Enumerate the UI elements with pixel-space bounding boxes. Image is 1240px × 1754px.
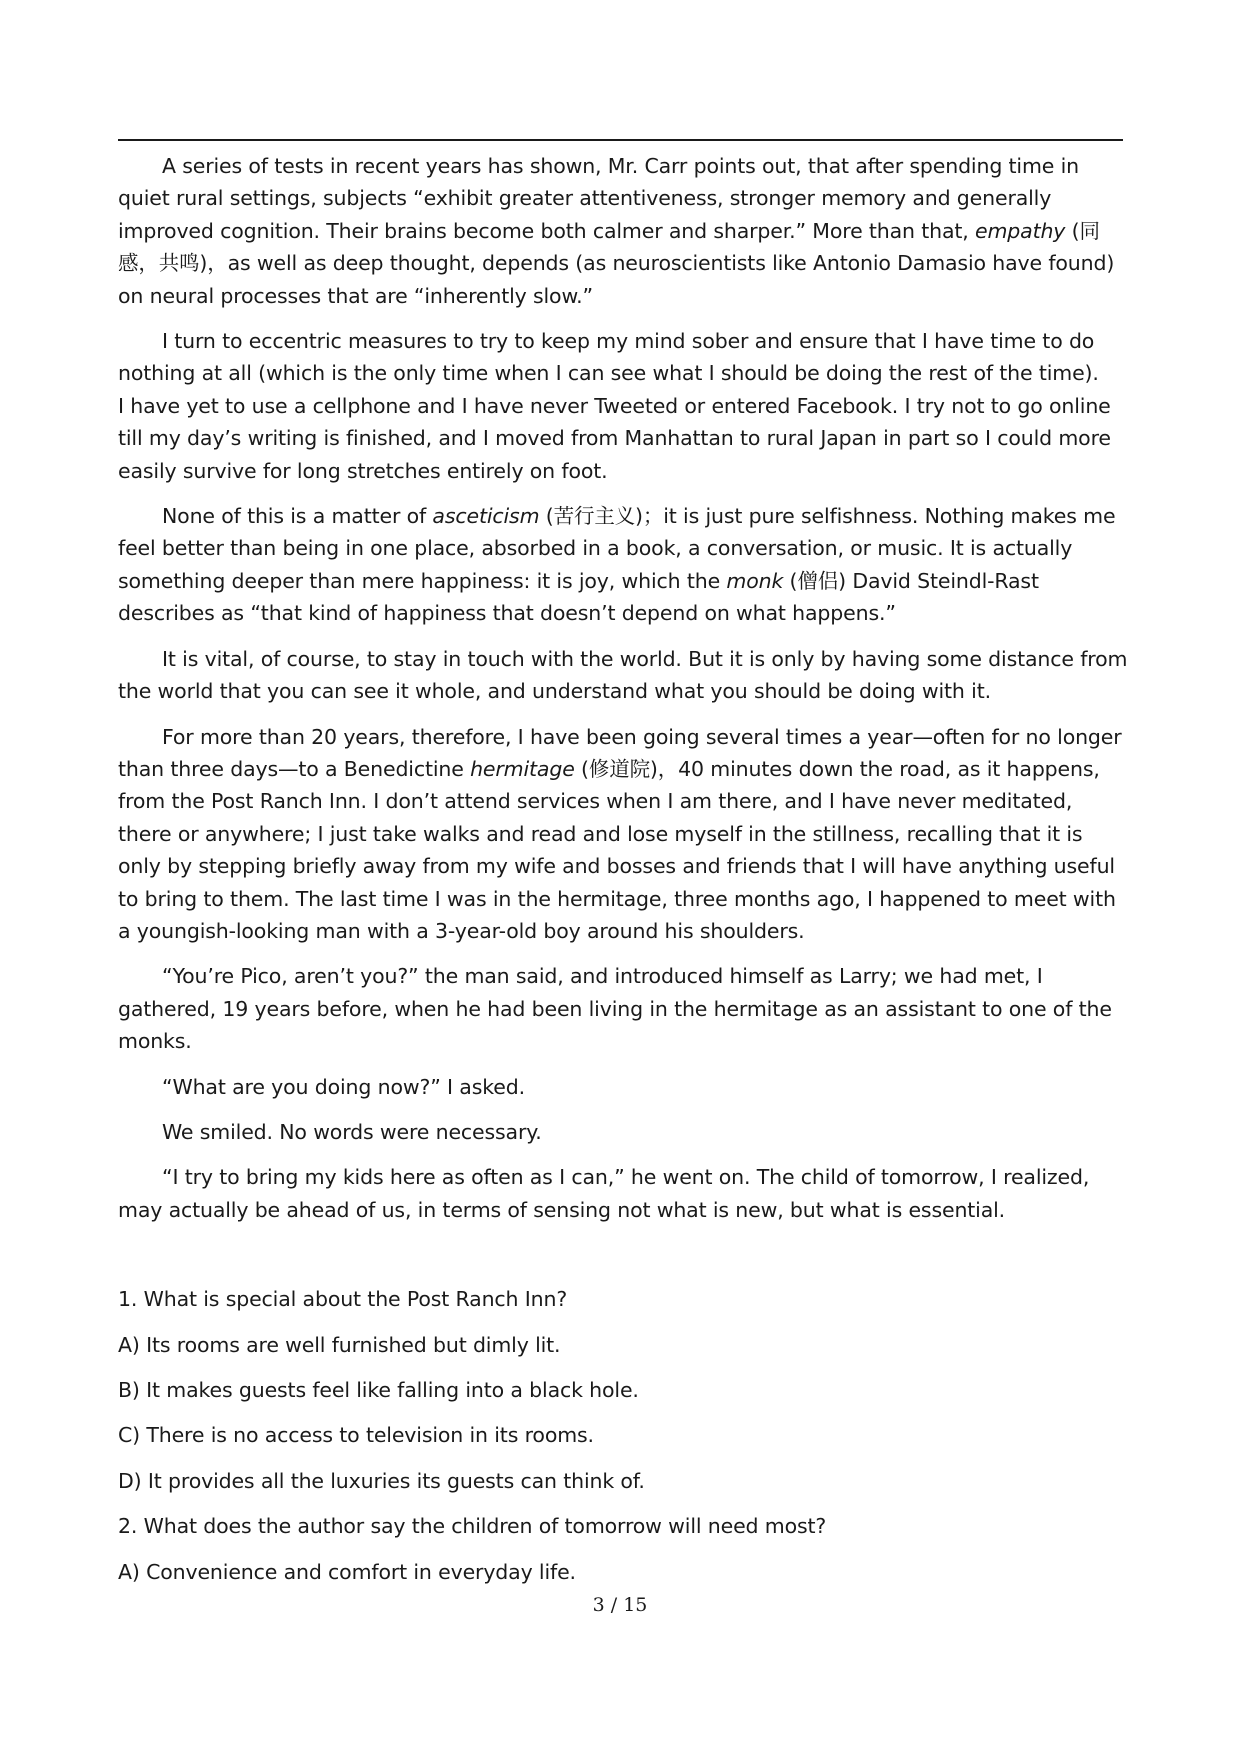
question-1-option-a: A) Its rooms are well furnished but dimly lit. bbox=[118, 1332, 561, 1357]
page-number: 3 / 15 bbox=[592, 1594, 648, 1616]
term-monk: monk bbox=[726, 568, 784, 593]
paragraph-4: It is vital, of course, to stay in touch with the world. But it is only by having some distance from the world that you can see it whole, and understand what you should be doing with it. bbox=[118, 646, 1128, 704]
question-1: 1. What is special about the Post Ranch Inn? bbox=[118, 1287, 568, 1312]
question-1-option-b: B) It makes guests feel like falling into a black hole. bbox=[118, 1378, 639, 1402]
section-gap bbox=[118, 1239, 1130, 1283]
paragraph-8: We smiled. No words were necessary. bbox=[162, 1119, 542, 1144]
paragraph-2: I turn to eccentric measures to try to keep my mind sober and ensure that I have time to do nothing at all (which is the only time when I can see what I should be doing the rest of the time). I have yet to use a cellphone and I have never Tweeted or entered Facebook. I try not to go online till my day’s writing is finished, and I moved from Manhattan to rural Japan in part so I could more easily survive for long stretches entirely on foot. bbox=[118, 329, 1118, 483]
paragraph-7: “What are you doing now?” I asked. bbox=[162, 1074, 525, 1099]
paragraph-6: “You’re Pico, aren’t you?” the man said, and introduced himself as Larry; we had met, I gathered, 19 years before, when he had been living in the hermitage as an assistant to one of the monks. bbox=[118, 964, 1112, 1054]
term-empathy: empathy bbox=[975, 218, 1066, 243]
passage-body bbox=[118, 150, 1130, 1601]
question-2-option-a: A) Convenience and comfort in everyday life. bbox=[118, 1559, 576, 1584]
paragraph-9: “I try to bring my kids here as often as I can,” he went on. The child of tomorrow, I realized, may actually be ahead of us, in terms of sensing not what is new, but what is essential. bbox=[118, 1165, 1090, 1222]
paragraph-5: For more than 20 years, therefore, I have been going several times a year—often for no longer than three days—to a Benedictine hermitage (修道院)，40 minutes down the road, as it happens, from the Post Ranch Inn. I don’t attend services when I am there, and I have never meditated, there or anywhere; I just take walks and read and lose myself in the stillness, recalling that it is only by stepping briefly away from my wife and bosses and friends that I will have anything useful to bring to them. The last time I was in the hermitage, three months ago, I happened to meet with a youngish-looking man with a 3-year-old boy around his shoulders. bbox=[118, 724, 1122, 943]
header-rule bbox=[118, 139, 1123, 141]
paragraph-1: A series of tests in recent years has shown, Mr. Carr points out, that after spending time in quiet rural settings, subjects “exhibit greater attentiveness, stronger memory and generally improved cognition. Their brains become both calmer and sharper.” More than that, empathy (同感，共鸣)，as well as deep thought, depends (as neuroscientists like Antonio Damasio have found) on neural processes that are “inherently slow.” bbox=[118, 154, 1115, 308]
question-list bbox=[118, 1283, 1130, 1588]
term-asceticism: asceticism bbox=[432, 504, 540, 529]
term-hermitage: hermitage bbox=[470, 756, 575, 781]
question-1-option-d: D) It provides all the luxuries its guests can think of. bbox=[118, 1468, 645, 1493]
paragraph-3: None of this is a matter of asceticism (苦行主义)；it is just pure selfishness. Nothing makes me feel better than being in one place, absorbed in a book, a conversation, or music. It is actually something deeper than mere happiness: it is joy, which the monk (僧侣) David Steindl-Rast describes as “that kind of happiness that doesn’t depend on what happens.” bbox=[118, 504, 1116, 626]
question-1-option-c: C) There is no access to television in its rooms. bbox=[118, 1423, 594, 1448]
question-2: 2. What does the author say the children of tomorrow will need most? bbox=[118, 1514, 827, 1539]
